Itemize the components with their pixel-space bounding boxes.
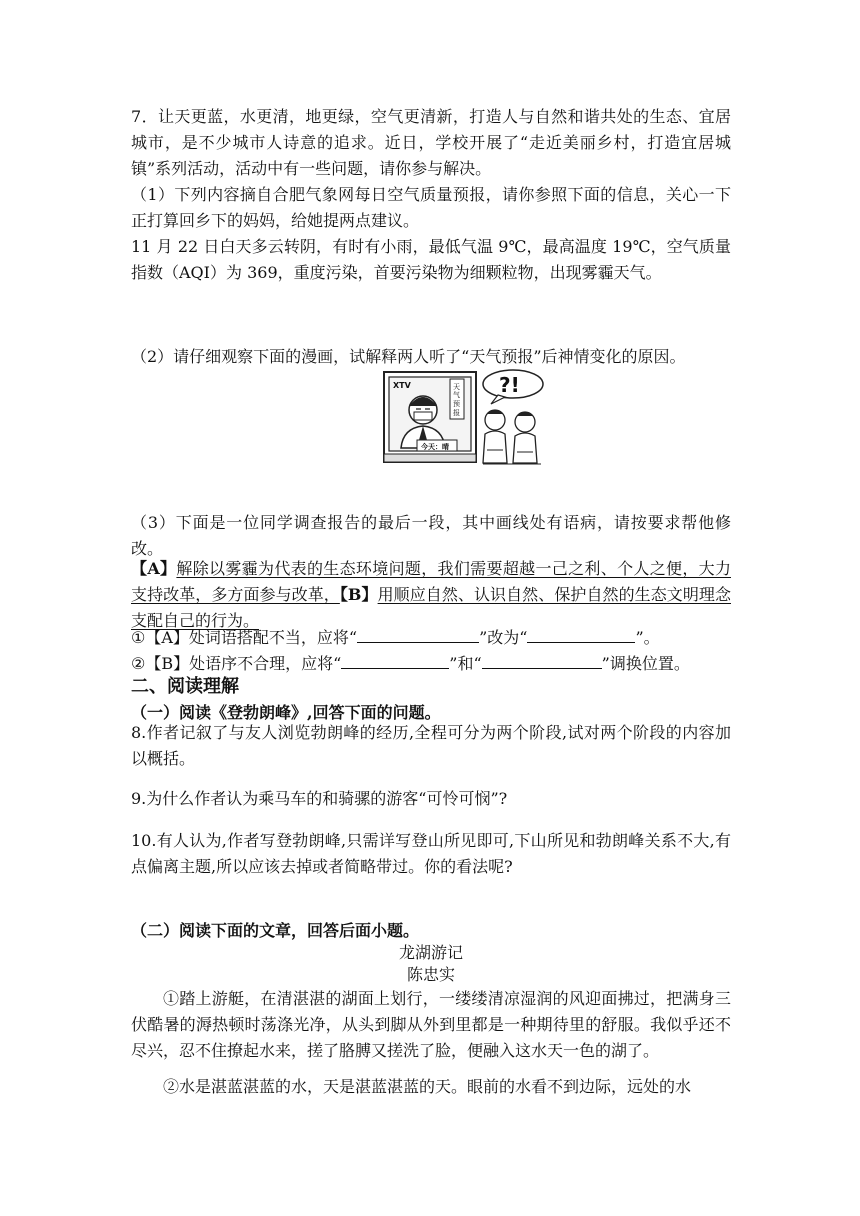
article-author: 陈忠实	[406, 965, 455, 984]
reading-part-1-title: （一）阅读《登勃朗峰》,回答下面的问题。	[131, 703, 441, 722]
tv-channel-label: XTV	[393, 381, 411, 390]
question-7-part-2: （2）请仔细观察下面的漫画，试解释两人听了“天气预报”后神情变化的原因。	[131, 347, 686, 366]
answer-blank-1[interactable]	[357, 624, 479, 643]
article-paragraph-1: ①踏上游艇，在清湛湛的湖面上划行，一缕缕清凉湿润的风迎面拂过，把满身三伏酷暑的溽热顿时荡涤光净，从头到脚从外到里都是一种期待里的舒服。我似乎还不尽兴，忍不住撩起水来，搓了胳膊又搓洗了脸，便融入这水天一色的湖了。	[131, 989, 731, 1060]
question-7-part-1: （1）下列内容摘自合肥气象网每日空气质量预报，请你参照下面的信息，关心一下正打算回乡下的妈妈，给她提两点建议。	[131, 185, 731, 230]
answer-blank-4[interactable]	[482, 650, 602, 669]
article-title: 龙湖游记	[398, 943, 463, 962]
underlined-sentence-b: 用顺应自然、认识自然、保护自然的生态文明理念支配自己的行为。	[131, 585, 731, 630]
question-8: 8.作者记叙了与友人浏览勃朗峰的经历,全程可分为两个阶段,试对两个阶段的内容加以概括。	[131, 723, 731, 768]
comic-bubble-text: ?!	[499, 373, 520, 397]
marker-a: 【A】	[131, 559, 177, 578]
reading-part-2-title: （二）阅读下面的文章，回答后面小题。	[131, 921, 420, 940]
fix-instruction-1: ①【A】处词语搭配不当，应将“ ”改为“ ”。	[131, 624, 731, 651]
fix-instruction-2: ②【B】处语序不合理，应将“ ”和“ ”调换位置。	[131, 650, 731, 677]
question-7-part-3: （3）下面是一位同学调查报告的最后一段，其中画线处有语病，请按要求帮他修改。	[131, 513, 731, 558]
report-paragraph	[131, 556, 731, 634]
svg-text:天气预报: 天气预报	[453, 383, 460, 417]
question-10: 10.有人认为,作者写登勃朗峰,只需详写登山所见即可,下山所见和勃朗峰关系不大,有点偏离主题,所以应该去掉或者简略带过。你的看法呢?	[131, 831, 731, 876]
weather-forecast-text: 11 月 22 日白天多云转阴，有时有小雨，最低气温 9℃，最高温度 19℃，空气质量指数（AQI）为 369，重度污染，首要污染物为细颗粒物，出现雾霾天气。	[131, 237, 731, 282]
question-7-intro: 7．让天更蓝，水更清，地更绿，空气更清新，打造人与自然和谐共处的生态、宜居城市，是不少城市人诗意的追求。近日，学校开展了“走近美丽乡村，打造宜居城镇”系列活动，活动中有一些问题，请你参与解决。	[131, 107, 731, 178]
answer-blank-3[interactable]	[341, 650, 449, 669]
marker-b: 【B】	[339, 585, 378, 604]
comic-caption: 今天：晴	[421, 443, 449, 451]
question-9: 9.为什么作者认为乘马车的和骑骡的游客“可怜可悯”?	[131, 789, 508, 808]
weather-forecast-comic	[383, 368, 553, 466]
underlined-sentence-a: 解除以雾霾为代表的生态环境问题，我们需要超越一己之利、个人之便，大力支持改革，多方面参与改革，	[131, 559, 731, 604]
section-2-heading: 二、阅读理解	[131, 676, 239, 697]
answer-blank-2[interactable]	[527, 624, 635, 643]
article-paragraph-2: ②水是湛蓝湛蓝的水，天是湛蓝湛蓝的天。眼前的水看不到边际，远处的水	[163, 1077, 692, 1096]
